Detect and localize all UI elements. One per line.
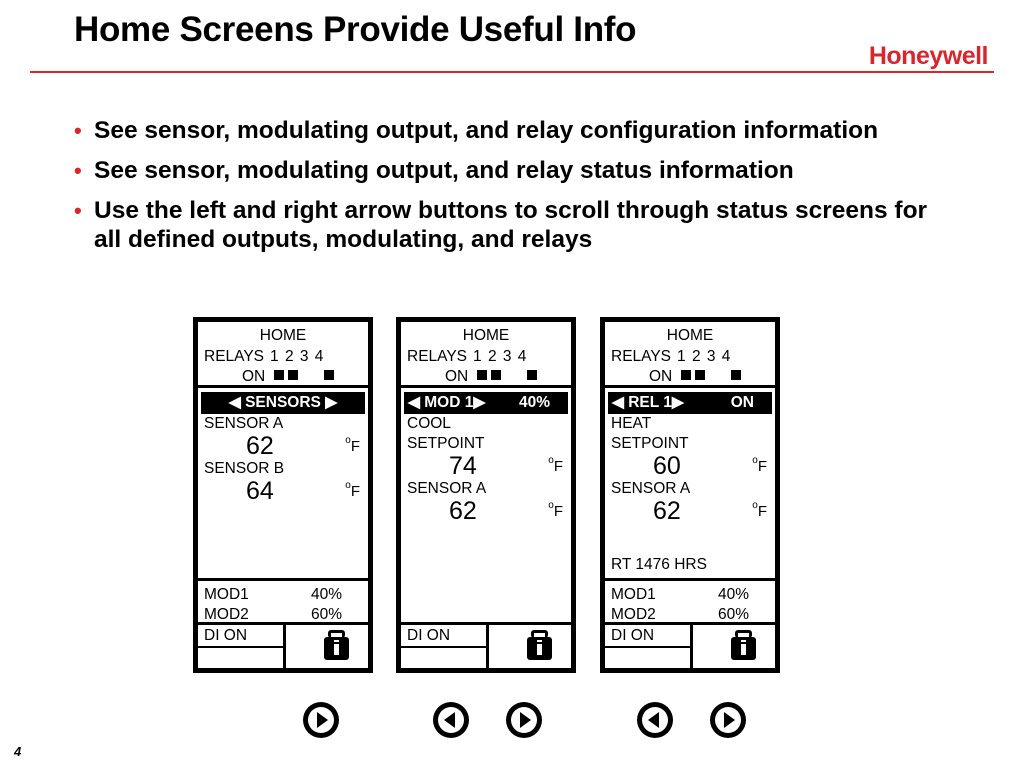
screen-title: HOME: [666, 327, 714, 344]
relays-row: [204, 347, 374, 367]
relays-row: [611, 347, 781, 367]
screen-title: HOME: [259, 327, 307, 344]
relays-row: [407, 347, 577, 367]
right-arrow-button-icon: [303, 702, 339, 738]
relay-on-indicator: [288, 370, 298, 380]
bullet-text: See sensor, modulating output, and relay status information: [94, 157, 794, 184]
bullet-item: [72, 156, 932, 185]
unit-label: $^o$F: [752, 455, 767, 475]
right-arrow-button-icon: [506, 702, 542, 738]
selection-label: ◀ MOD 1▶: [408, 394, 486, 411]
bullet-dot-icon: •: [74, 198, 82, 223]
left-arrow-button[interactable]: [637, 702, 673, 738]
setpoint-value: 60: [653, 452, 681, 480]
di-label: DI ON: [204, 627, 248, 644]
left-arrow-button-icon: [433, 702, 469, 738]
on-label: ON: [445, 368, 469, 385]
selection-bar: [404, 392, 568, 414]
honeywell-logo: Honeywell: [868, 42, 988, 70]
bullet-item: [72, 196, 932, 254]
relay-on-indicator: [324, 370, 334, 380]
mod-value: 60%: [717, 606, 749, 623]
sensor-label: SENSOR A: [407, 480, 487, 497]
relay-on-indicator: [274, 370, 284, 380]
on-label: ON: [242, 368, 266, 385]
divider: [605, 385, 775, 388]
status-footer: [401, 622, 571, 668]
bullet-text: Use the left and right arrow buttons to scroll through status screens for all defined outputs, modulating, and relays: [94, 197, 928, 253]
mod-name: MOD2: [611, 606, 656, 623]
divider: [401, 385, 571, 388]
mode-label: HEAT: [611, 415, 652, 432]
mod-value: 40%: [717, 586, 749, 603]
relay-numbers: 1 2 3 4: [473, 348, 527, 365]
sensor-value: 62: [653, 497, 681, 525]
sensor-label: SENSOR A: [611, 480, 691, 497]
selection-label: ◀ REL 1▶: [612, 394, 684, 411]
mod-value: 60%: [310, 606, 342, 623]
sensor-label: SENSOR B: [204, 460, 285, 477]
bullet-dot-icon: •: [74, 118, 82, 143]
relay-status-row: [242, 367, 412, 387]
di-status: [605, 625, 693, 668]
selection-value: 40%: [518, 394, 550, 411]
sensor-value: 64: [246, 477, 274, 505]
relay-on-indicator: [731, 370, 741, 380]
left-arrow-button-icon: [637, 702, 673, 738]
sensor-value: 62: [246, 432, 274, 460]
unit-label: $^o$F: [548, 500, 563, 520]
relay-on-indicator: [695, 370, 705, 380]
setpoint-value: 74: [449, 452, 477, 480]
sensor-label: SENSOR A: [204, 415, 284, 432]
relays-label: RELAYS: [407, 348, 468, 365]
mode-label: COOL: [407, 415, 451, 432]
relay-status-row: [649, 367, 819, 387]
lock-icon: [731, 630, 756, 660]
home-screen-sensors: [193, 317, 373, 673]
on-label: ON: [649, 368, 673, 385]
setpoint-label: SETPOINT: [611, 435, 689, 452]
unit-label: $^o$F: [345, 480, 360, 500]
selection-label: ◀ SENSORS ▶: [228, 394, 338, 411]
page-number: 4: [14, 744, 22, 759]
status-footer: [605, 622, 775, 668]
relay-status-row: [445, 367, 615, 387]
relay-on-indicator: [477, 370, 487, 380]
relay-numbers: 1 2 3 4: [270, 348, 324, 365]
relay-on-indicator: [527, 370, 537, 380]
divider: [198, 578, 368, 581]
bullet-dot-icon: •: [74, 158, 82, 183]
right-arrow-button[interactable]: [303, 702, 339, 738]
bullet-item: [72, 116, 932, 145]
relay-on-indicator: [491, 370, 501, 380]
status-footer: [198, 622, 368, 668]
di-status: [198, 625, 286, 668]
mod-value: 40%: [310, 586, 342, 603]
selection-bar: [201, 392, 365, 414]
unit-label: $^o$F: [548, 455, 563, 475]
runtime-label: RT 1476 HRS: [611, 556, 707, 573]
mod-row: [611, 585, 769, 605]
lock-icon: [324, 630, 349, 660]
setpoint-label: SETPOINT: [407, 435, 485, 452]
unit-label: $^o$F: [345, 435, 360, 455]
home-screen-relay: [600, 317, 780, 673]
title-divider: [30, 71, 994, 73]
mod-row: [204, 585, 362, 605]
selection-bar: [608, 392, 772, 414]
bullet-text: See sensor, modulating output, and relay configuration information: [94, 117, 879, 144]
di-label: DI ON: [611, 627, 655, 644]
divider: [198, 385, 368, 388]
relays-label: RELAYS: [611, 348, 672, 365]
selection-value: ON: [730, 394, 754, 411]
relay-on-indicator: [681, 370, 691, 380]
home-screen-mod: [396, 317, 576, 673]
relays-label: RELAYS: [204, 348, 265, 365]
screen-title: HOME: [462, 327, 510, 344]
right-arrow-button[interactable]: [710, 702, 746, 738]
di-label: DI ON: [407, 627, 451, 644]
mod-name: MOD1: [204, 586, 249, 603]
mod-name: MOD2: [204, 606, 249, 623]
unit-label: $^o$F: [752, 500, 767, 520]
sensor-value: 62: [449, 497, 477, 525]
left-arrow-button[interactable]: [433, 702, 469, 738]
bullet-list: [72, 116, 932, 265]
mod-name: MOD1: [611, 586, 656, 603]
slide-title: Home Screens Provide Useful Info: [74, 10, 637, 49]
di-status: [401, 625, 489, 668]
relay-numbers: 1 2 3 4: [677, 348, 731, 365]
right-arrow-button[interactable]: [506, 702, 542, 738]
right-arrow-button-icon: [710, 702, 746, 738]
divider: [605, 578, 775, 581]
lock-icon: [527, 630, 552, 660]
